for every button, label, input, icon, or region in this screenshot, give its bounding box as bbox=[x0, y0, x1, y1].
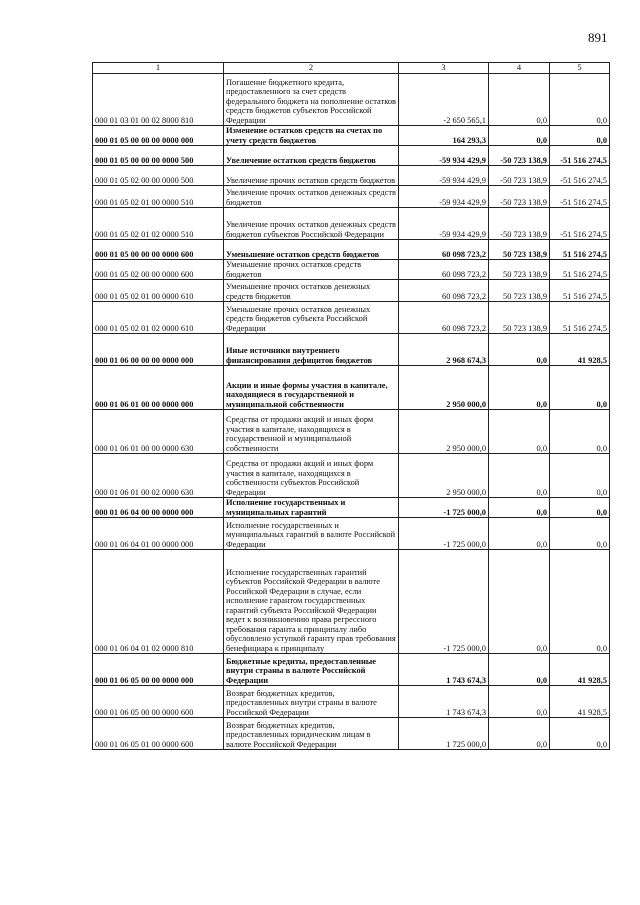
budget-table bbox=[92, 62, 610, 750]
code-cell: 000 01 06 01 00 02 0000 630 bbox=[93, 454, 224, 498]
amount-col3-cell: 60 098 723,2 bbox=[399, 302, 489, 334]
description-cell: Изменение остатков средств на счетах по учету средств бюджетов bbox=[224, 126, 399, 146]
amount-col4-cell: 0,0 bbox=[489, 550, 550, 654]
table-row bbox=[93, 302, 610, 334]
table-row bbox=[93, 334, 610, 366]
table-row bbox=[93, 498, 610, 518]
amount-col5-cell: 51 516 274,5 bbox=[550, 280, 610, 302]
amount-col4-cell: 0,0 bbox=[489, 498, 550, 518]
description-cell: Погашение бюджетного кредита, предоставленного за счет средств федерального бюджета на пополнение остатков средств бюджетов субъектов Российской Федерации bbox=[224, 74, 399, 126]
amount-col3-cell: -1 725 000,0 bbox=[399, 518, 489, 550]
page-number: 891 bbox=[588, 30, 608, 45]
table-row bbox=[93, 208, 610, 240]
amount-col3-cell: 2 950 000,0 bbox=[399, 410, 489, 454]
column-header: 4 bbox=[489, 63, 550, 74]
column-header: 5 bbox=[550, 63, 610, 74]
amount-col3-cell: 60 098 723,2 bbox=[399, 260, 489, 280]
amount-col3-cell: 1 743 674,3 bbox=[399, 654, 489, 686]
description-cell: Средства от продажи акций и иных форм участия в капитале, находящихся в собственности субъектов Российской Федерации bbox=[224, 454, 399, 498]
amount-col4-cell: 0,0 bbox=[489, 454, 550, 498]
table-row bbox=[93, 260, 610, 280]
amount-col3-cell: -59 934 429,9 bbox=[399, 208, 489, 240]
amount-col5-cell: 0,0 bbox=[550, 410, 610, 454]
amount-col4-cell: 0,0 bbox=[489, 126, 550, 146]
code-cell: 000 01 06 05 00 00 0000 000 bbox=[93, 654, 224, 686]
code-cell: 000 01 06 05 01 00 0000 600 bbox=[93, 718, 224, 750]
amount-col4-cell: -50 723 138,9 bbox=[489, 146, 550, 166]
amount-col5-cell: 0,0 bbox=[550, 366, 610, 410]
code-cell: 000 01 06 01 00 00 0000 630 bbox=[93, 410, 224, 454]
amount-col4-cell: 0,0 bbox=[489, 74, 550, 126]
amount-col5-cell: 41 928,5 bbox=[550, 654, 610, 686]
amount-col4-cell: 50 723 138,9 bbox=[489, 240, 550, 260]
description-cell: Бюджетные кредиты, предоставленные внутри страны в валюте Российской Федерации bbox=[224, 654, 399, 686]
code-cell: 000 01 05 00 00 00 0000 600 bbox=[93, 240, 224, 260]
amount-col3-cell: -1 725 000,0 bbox=[399, 498, 489, 518]
code-cell: 000 01 06 04 01 00 0000 000 bbox=[93, 518, 224, 550]
table-row bbox=[93, 240, 610, 260]
description-cell: Исполнение государственных и муниципальных гарантий в валюте Российской Федерации bbox=[224, 518, 399, 550]
description-cell: Уменьшение прочих остатков денежных средств бюджетов субъекта Российской Федерации bbox=[224, 302, 399, 334]
amount-col3-cell: 2 950 000,0 bbox=[399, 454, 489, 498]
code-cell: 000 01 05 00 00 00 0000 500 bbox=[93, 146, 224, 166]
description-cell: Исполнение государственных и муниципальных гарантий bbox=[224, 498, 399, 518]
description-cell: Увеличение остатков средств бюджетов bbox=[224, 146, 399, 166]
amount-col5-cell: 51 516 274,5 bbox=[550, 260, 610, 280]
code-cell: 000 01 06 04 00 00 0000 000 bbox=[93, 498, 224, 518]
table-row bbox=[93, 454, 610, 498]
code-cell: 000 01 06 01 00 00 0000 000 bbox=[93, 366, 224, 410]
description-cell: Увеличение прочих остатков денежных средств бюджетов bbox=[224, 186, 399, 208]
amount-col3-cell: 1 725 000,0 bbox=[399, 718, 489, 750]
description-cell: Иные источники внутреннего финансирования дефицитов бюджетов bbox=[224, 334, 399, 366]
column-header: 2 bbox=[224, 63, 399, 74]
amount-col5-cell: 0,0 bbox=[550, 74, 610, 126]
description-cell: Исполнение государственных гарантий субъектов Российской Федерации в валюте Российской Федерации в случае, если исполнение гарантом государственных гарантий субъекта Российской Федерации ведет к возникновению права регрессного требования гаранта к принципалу либо обусловлено уступкой гаранту прав требования бенефициара к принципалу bbox=[224, 550, 399, 654]
amount-col4-cell: 50 723 138,9 bbox=[489, 280, 550, 302]
amount-col3-cell: -59 934 429,9 bbox=[399, 146, 489, 166]
amount-col3-cell: 60 098 723,2 bbox=[399, 240, 489, 260]
amount-col5-cell: 0,0 bbox=[550, 498, 610, 518]
amount-col3-cell: 1 743 674,3 bbox=[399, 686, 489, 718]
amount-col4-cell: 50 723 138,9 bbox=[489, 302, 550, 334]
table-row bbox=[93, 74, 610, 126]
amount-col5-cell: 51 516 274,5 bbox=[550, 240, 610, 260]
description-cell: Уменьшение прочих остатков средств бюджетов bbox=[224, 260, 399, 280]
table-row bbox=[93, 366, 610, 410]
amount-col3-cell: -59 934 429,9 bbox=[399, 166, 489, 186]
table-row bbox=[93, 166, 610, 186]
amount-col4-cell: 0,0 bbox=[489, 410, 550, 454]
code-cell: 000 01 05 02 00 00 0000 600 bbox=[93, 260, 224, 280]
table-row bbox=[93, 280, 610, 302]
code-cell: 000 01 05 02 01 02 0000 510 bbox=[93, 208, 224, 240]
amount-col5-cell: 0,0 bbox=[550, 126, 610, 146]
amount-col4-cell: -50 723 138,9 bbox=[489, 166, 550, 186]
amount-col4-cell: 0,0 bbox=[489, 654, 550, 686]
code-cell: 000 01 06 05 00 00 0000 600 bbox=[93, 686, 224, 718]
table-row bbox=[93, 718, 610, 750]
description-cell: Возврат бюджетных кредитов, предоставленных внутри страны в валюте Российской Федерации bbox=[224, 686, 399, 718]
amount-col4-cell: 50 723 138,9 bbox=[489, 260, 550, 280]
table-row bbox=[93, 550, 610, 654]
amount-col5-cell: -51 516 274,5 bbox=[550, 166, 610, 186]
amount-col5-cell: 0,0 bbox=[550, 718, 610, 750]
code-cell: 000 01 06 00 00 00 0000 000 bbox=[93, 334, 224, 366]
code-cell: 000 01 03 01 00 02 8000 810 bbox=[93, 74, 224, 126]
amount-col4-cell: -50 723 138,9 bbox=[489, 186, 550, 208]
description-cell: Средства от продажи акций и иных форм участия в капитале, находящихся в государственной и муниципальной собственности bbox=[224, 410, 399, 454]
amount-col4-cell: 0,0 bbox=[489, 718, 550, 750]
table-row bbox=[93, 186, 610, 208]
amount-col5-cell: -51 516 274,5 bbox=[550, 146, 610, 166]
amount-col3-cell: 60 098 723,2 bbox=[399, 280, 489, 302]
amount-col4-cell: 0,0 bbox=[489, 366, 550, 410]
column-header: 3 bbox=[399, 63, 489, 74]
table-row bbox=[93, 654, 610, 686]
amount-col3-cell: -59 934 429,9 bbox=[399, 186, 489, 208]
column-header: 1 bbox=[93, 63, 224, 74]
description-cell: Увеличение прочих остатков средств бюджетов bbox=[224, 166, 399, 186]
code-cell: 000 01 06 04 01 02 0000 810 bbox=[93, 550, 224, 654]
code-cell: 000 01 05 00 00 00 0000 000 bbox=[93, 126, 224, 146]
amount-col5-cell: 51 516 274,5 bbox=[550, 302, 610, 334]
description-cell: Уменьшение прочих остатков денежных средств бюджетов bbox=[224, 280, 399, 302]
description-cell: Увеличение прочих остатков денежных средств бюджетов субъектов Российской Федерации bbox=[224, 208, 399, 240]
amount-col4-cell: 0,0 bbox=[489, 518, 550, 550]
amount-col4-cell: 0,0 bbox=[489, 334, 550, 366]
table-row bbox=[93, 146, 610, 166]
code-cell: 000 01 05 02 00 00 0000 500 bbox=[93, 166, 224, 186]
amount-col3-cell: 2 950 000,0 bbox=[399, 366, 489, 410]
amount-col5-cell: 41 928,5 bbox=[550, 686, 610, 718]
amount-col5-cell: 0,0 bbox=[550, 550, 610, 654]
description-cell: Уменьшение остатков средств бюджетов bbox=[224, 240, 399, 260]
table-row bbox=[93, 686, 610, 718]
table-row bbox=[93, 518, 610, 550]
amount-col5-cell: -51 516 274,5 bbox=[550, 186, 610, 208]
table-row bbox=[93, 410, 610, 454]
amount-col3-cell: 164 293,3 bbox=[399, 126, 489, 146]
amount-col3-cell: 2 968 674,3 bbox=[399, 334, 489, 366]
amount-col5-cell: 0,0 bbox=[550, 518, 610, 550]
table-header-row bbox=[93, 63, 610, 74]
code-cell: 000 01 05 02 01 00 0000 510 bbox=[93, 186, 224, 208]
amount-col5-cell: 0,0 bbox=[550, 454, 610, 498]
code-cell: 000 01 05 02 01 00 0000 610 bbox=[93, 280, 224, 302]
amount-col5-cell: 41 928,5 bbox=[550, 334, 610, 366]
amount-col5-cell: -51 516 274,5 bbox=[550, 208, 610, 240]
amount-col3-cell: -2 650 565,1 bbox=[399, 74, 489, 126]
amount-col3-cell: -1 725 000,0 bbox=[399, 550, 489, 654]
amount-col4-cell: -50 723 138,9 bbox=[489, 208, 550, 240]
description-cell: Возврат бюджетных кредитов, предоставленных юридическим лицам в валюте Российской Федерации bbox=[224, 718, 399, 750]
code-cell: 000 01 05 02 01 02 0000 610 bbox=[93, 302, 224, 334]
description-cell: Акции и иные формы участия в капитале, находящиеся в государственной и муниципальной собственности bbox=[224, 366, 399, 410]
table-row bbox=[93, 126, 610, 146]
amount-col4-cell: 0,0 bbox=[489, 686, 550, 718]
